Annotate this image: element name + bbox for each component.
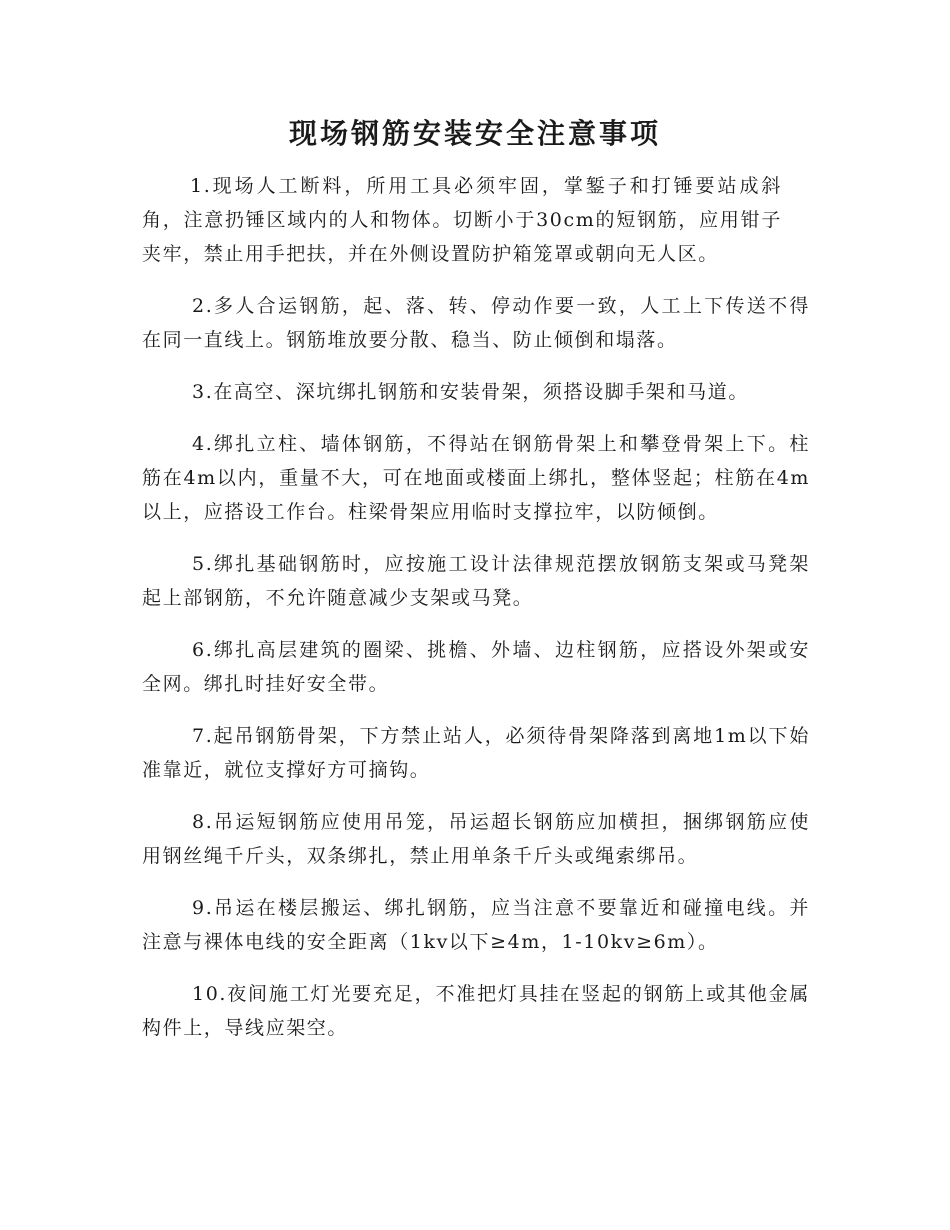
paragraph-item-8: 8.吊运短钢筋应使用吊笼，吊运超长钢筋应加横担，捆绑钢筋应使用钢丝绳千斤头，双条绑扎，禁止用单条千斤头或绳索绑吊。 — [142, 811, 810, 867]
paragraph-item-7: 7.起吊钢筋骨架，下方禁止站人，必须待骨架降落到离地1m以下始准靠近，就位支撑好方可摘钩。 — [142, 725, 810, 781]
paragraph-item-6: 6.绑扎高层建筑的圈梁、挑檐、外墙、边柱钢筋，应搭设外架或安全网。绑扎时挂好安全带。 — [142, 639, 810, 695]
paragraph-item-3: 3.在高空、深坑绑扎钢筋和安装骨架，须搭设脚手架和马道。 — [192, 381, 749, 403]
paragraph-item-9: 9.吊运在楼层搬运、绑扎钢筋，应当注意不要靠近和碰撞电线。并注意与裸体电线的安全距离（1kv以下≥4m，1-10kv≥6m）。 — [142, 897, 810, 953]
document-title: 现场钢筋安装安全注意事项 — [288, 117, 661, 150]
paragraph-item-10: 10.夜间施工灯光要充足，不准把灯具挂在竖起的钢筋上或其他金属构件上，导线应架空。 — [142, 983, 810, 1039]
paragraph-item-4: 4.绑扎立柱、墙体钢筋，不得站在钢筋骨架上和攀登骨架上下。柱筋在4m以内，重量不大，可在地面或楼面上绑扎，整体竖起；柱筋在4m以上，应搭设工作台。柱梁骨架应用临时支撑拉牢，以防倾倒。 — [142, 433, 810, 523]
paragraph-item-5: 5.绑扎基础钢筋时，应按施工设计法律规范摆放钢筋支架或马凳架起上部钢筋，不允许随意减少支架或马凳。 — [142, 553, 810, 609]
paragraph-item-1: 1.现场人工断料，所用工具必须牢固，掌錾子和打锤要站成斜角，注意扔锤区域内的人和物体。切断小于30cm的短钢筋，应用钳子夹牢，禁止用手把扶，并在外侧设置防护箱笼罩或朝向无人区。 — [142, 175, 782, 265]
paragraph-item-2: 2.多人合运钢筋，起、落、转、停动作要一致，人工上下传送不得在同一直线上。钢筋堆放要分散、稳当、防止倾倒和塌落。 — [142, 295, 810, 351]
document-body — [142, 169, 810, 1063]
